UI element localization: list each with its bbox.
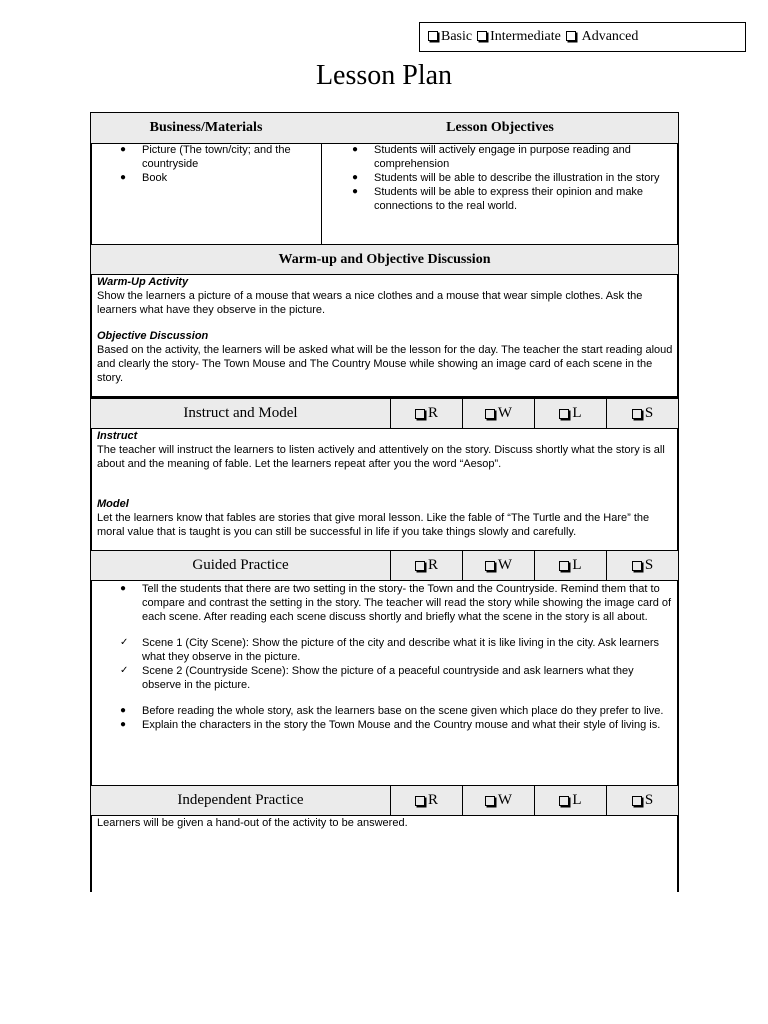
skill-w[interactable]: W bbox=[463, 399, 534, 428]
list-item: ● Picture (The town/city; and the countryside bbox=[120, 144, 291, 170]
skill-r[interactable]: R bbox=[391, 551, 462, 580]
bullet-icon: ● bbox=[120, 172, 127, 183]
frame-left-border bbox=[90, 112, 92, 892]
skill-w[interactable]: W bbox=[463, 786, 534, 815]
model-label: Model bbox=[97, 498, 129, 510]
warmup-heading: Warm-up and Objective Discussion bbox=[278, 251, 491, 267]
warmup-activity-label: Warm-Up Activity bbox=[97, 276, 189, 288]
model-text: Let the learners know that fables are stories that give moral lesson. Like the fable of “The Turtle and the Hare” the moral value that is taught is you can still be successful in life if you take things slowly and carefully. bbox=[97, 512, 650, 538]
instruct-model-heading: Instruct and Model bbox=[183, 405, 298, 421]
level-advanced[interactable]: Advanced bbox=[566, 29, 639, 45]
instruct-text: The teacher will instruct the learners to listen actively and attentively on the story. Discuss shortly what the story is all about and the meaning of fable. Let the learners repeat after you the word “Aesop”. bbox=[97, 444, 665, 470]
objective-discussion-text: Based on the activity, the learners will be asked what will be the lesson for the day. The teacher the start reading aloud and clearly the story- The Town Mouse and The Country Mouse while showing an image card of each scene in the story. bbox=[97, 344, 673, 384]
materials-objectives-header bbox=[91, 112, 678, 144]
independent-practice-heading: Independent Practice bbox=[177, 792, 304, 808]
list-item: ● Students will be able to describe the illustration in the story bbox=[352, 172, 660, 184]
objectives-heading: Lesson Objectives bbox=[446, 120, 554, 135]
checkbox-icon[interactable] bbox=[559, 409, 569, 419]
skill-w[interactable]: W bbox=[463, 551, 534, 580]
checkbox-icon[interactable] bbox=[559, 796, 569, 806]
warmup-content bbox=[97, 275, 675, 385]
objectives-list bbox=[352, 143, 674, 213]
independent-practice-text: Learners will be given a hand-out of the activity to be answered. bbox=[97, 817, 408, 829]
checkmark-icon: ✓ bbox=[120, 637, 129, 648]
independent-practice-header bbox=[91, 785, 678, 816]
checkbox-icon[interactable] bbox=[485, 796, 495, 806]
checkbox-icon[interactable] bbox=[632, 561, 642, 571]
frame-right-border bbox=[677, 112, 679, 892]
checkmark-icon: ✓ bbox=[120, 665, 129, 676]
checkbox-icon[interactable] bbox=[559, 561, 569, 571]
skill-r[interactable]: R bbox=[391, 399, 462, 428]
bullet-icon: ● bbox=[352, 186, 359, 197]
bullet-icon: ● bbox=[120, 583, 127, 594]
skill-l[interactable]: L bbox=[535, 399, 606, 428]
list-item: ● Students will be able to express their opinion and make connections to the real world. bbox=[352, 186, 644, 212]
skill-l[interactable]: L bbox=[535, 551, 606, 580]
instruct-label: Instruct bbox=[97, 430, 138, 442]
list-item: ● Book bbox=[120, 172, 168, 184]
warmup-header bbox=[91, 244, 678, 275]
checkbox-icon[interactable] bbox=[428, 31, 438, 41]
level-intermediate[interactable]: Intermediate bbox=[477, 29, 561, 45]
warmup-activity-text: Show the learners a picture of a mouse that wears a nice clothes and a mouse that wear simple clothes. Ask the learners what have they observe in the picture. bbox=[97, 290, 643, 316]
guided-practice-header bbox=[91, 550, 678, 581]
list-item: ✓ Scene 2 (Countryside Scene): Show the picture of a peaceful countryside and ask learners what they observe in the picture. bbox=[120, 665, 634, 691]
list-item: ● Explain the characters in the story the Town Mouse and the Country mouse and what their style of living is. bbox=[120, 719, 661, 731]
bullet-icon: ● bbox=[352, 172, 359, 183]
checkbox-icon[interactable] bbox=[485, 409, 495, 419]
list-item: ✓ Scene 1 (City Scene): Show the picture of the city and describe what it is like living in the city. Ask learners what they observe in the picture. bbox=[120, 637, 660, 663]
list-item: ● Students will actively engage in purpose reading and comprehension bbox=[352, 144, 631, 170]
list-item: ● Before reading the whole story, ask the learners base on the scene given which place do they prefer to live. bbox=[120, 705, 664, 717]
skill-r[interactable]: R bbox=[391, 786, 462, 815]
skill-s[interactable]: S bbox=[607, 786, 678, 815]
checkbox-icon[interactable] bbox=[632, 409, 642, 419]
bullet-icon: ● bbox=[120, 705, 127, 716]
checkbox-icon[interactable] bbox=[415, 409, 425, 419]
skill-s[interactable]: S bbox=[607, 551, 678, 580]
skill-s[interactable]: S bbox=[607, 399, 678, 428]
bullet-icon: ● bbox=[120, 719, 127, 730]
skill-l[interactable]: L bbox=[535, 786, 606, 815]
materials-list bbox=[120, 143, 314, 185]
checkbox-icon[interactable] bbox=[415, 561, 425, 571]
bullet-icon: ● bbox=[120, 144, 127, 155]
list-item: ● Tell the students that there are two setting in the story- the Town and the Countryside. Remind them that to compare and contrast the setting in the story. The teacher will read the story while showing the image card of each scene. After reading each scene discuss shortly and briefly what the scene in the story is all about. bbox=[120, 583, 672, 623]
objective-discussion-label: Objective Discussion bbox=[97, 330, 209, 342]
instruct-model-header bbox=[91, 396, 678, 429]
materials-heading: Business/Materials bbox=[149, 120, 263, 135]
checkbox-icon[interactable] bbox=[566, 31, 576, 41]
guided-practice-heading: Guided Practice bbox=[192, 557, 289, 573]
guided-practice-content bbox=[120, 582, 672, 732]
instruct-model-content bbox=[97, 429, 675, 539]
checkbox-icon[interactable] bbox=[415, 796, 425, 806]
checkbox-icon[interactable] bbox=[632, 796, 642, 806]
bullet-icon: ● bbox=[352, 144, 359, 155]
level-basic[interactable]: Basic bbox=[428, 29, 472, 45]
level-selector bbox=[419, 22, 746, 52]
checkbox-icon[interactable] bbox=[477, 31, 487, 41]
checkbox-icon[interactable] bbox=[485, 561, 495, 571]
page-title: Lesson Plan bbox=[315, 60, 453, 91]
